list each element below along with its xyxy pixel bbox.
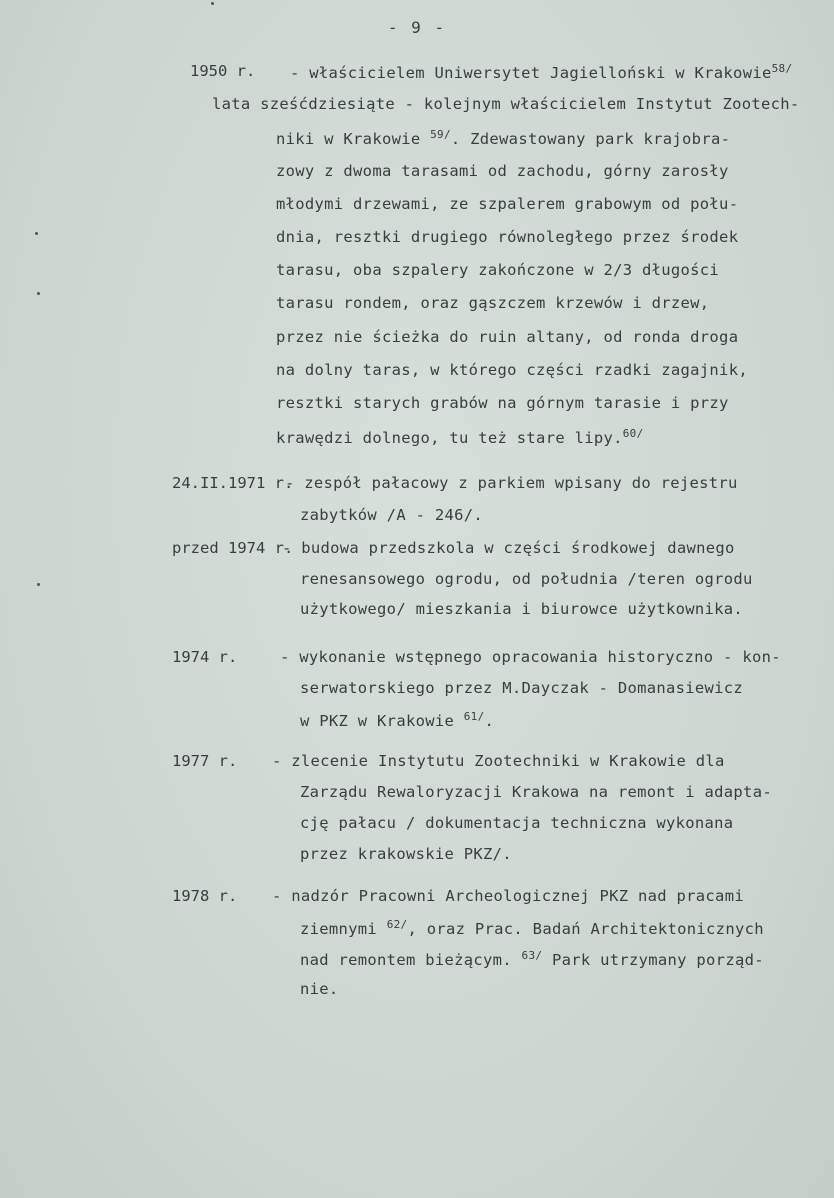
entry-text-line — [282, 539, 735, 557]
entry-text-line — [300, 980, 339, 998]
line-text-continued: . — [484, 712, 495, 730]
entry-text-line — [300, 949, 764, 969]
footnote-ref: 62/ — [386, 918, 408, 931]
line-text: lata sześćdziesiąte - kolejnym właścicielem Instytut Zootech- — [212, 95, 800, 114]
line-text: - zespół pałacowy z parkiem wpisany do rejestru — [285, 474, 738, 492]
entry-text-line — [300, 570, 753, 588]
footnote-ref: 60/ — [622, 427, 644, 441]
entry-text-line — [272, 752, 725, 770]
line-text: - zlecenie Instytutu Zootechniki w Krakowie dla — [272, 752, 725, 770]
entry-text-line — [276, 261, 719, 279]
entry-text-line — [212, 95, 800, 113]
page-number: - 9 - — [387, 18, 447, 37]
paper-speck — [37, 583, 40, 586]
entry-text-line — [276, 162, 729, 180]
line-text: na dolny taras, w którego części rzadki zagajnik, — [276, 360, 748, 379]
paper-speck — [35, 232, 38, 235]
line-text: zowy z dwoma tarasami od zachodu, górny zarosły — [276, 161, 729, 180]
entry-text-line — [276, 427, 644, 447]
entry-text-line — [276, 328, 738, 346]
line-text: cję pałacu / dokumentacja techniczna wykonana — [300, 814, 734, 832]
paper-speck — [37, 292, 40, 295]
entry-text-line — [276, 394, 729, 412]
entry-date: 1974 r. — [172, 648, 238, 666]
entry-text-line — [290, 62, 792, 82]
line-text: nie. — [300, 980, 339, 998]
line-text: - nadzór Pracowni Archeologicznej PKZ nad pracami — [272, 887, 744, 905]
line-text: zabytków /A - 246/. — [300, 506, 484, 524]
entry-text-line — [300, 710, 494, 730]
line-text: - właścicielem Uniwersytet Jagielloński w Krakowie — [290, 64, 772, 82]
entry-text-line — [300, 814, 733, 832]
line-text: serwatorskiego przez M.Dayczak - Domanasiewicz — [300, 679, 744, 697]
line-text: - budowa przedszkola w części środkowej dawnego — [282, 539, 735, 557]
entry-text-line — [300, 600, 743, 618]
line-text-continued: Park utrzymany porząd- — [542, 951, 764, 969]
entry-text-line — [276, 294, 709, 312]
line-text: dnia, resztki drugiego równoległego przez środek — [276, 228, 739, 246]
line-text: przez krakowskie PKZ/. — [300, 845, 512, 863]
entry-text-line — [300, 918, 764, 938]
entry-text-line — [276, 361, 748, 379]
line-text: nad remontem bieżącym. — [300, 951, 522, 969]
entry-text-line — [300, 679, 743, 697]
line-text: młodymi drzewami, ze szpalerem grabowym od połu- — [276, 194, 739, 213]
entry-text-line — [280, 648, 781, 666]
line-text: przez nie ścieżka do ruin altany, od ronda droga — [276, 327, 739, 346]
line-text: krawędzi dolnego, tu też stare lipy. — [276, 429, 623, 448]
entry-date: 1978 r. — [172, 887, 238, 905]
entry-date: 1977 r. — [172, 752, 238, 770]
entry-text-line — [300, 506, 483, 524]
line-text: w PKZ w Krakowie — [300, 712, 464, 730]
paper-speck — [211, 2, 214, 5]
footnote-ref: 63/ — [521, 949, 543, 962]
entry-date: 24.II.1971 r. — [172, 474, 294, 492]
footnote-ref: 58/ — [771, 62, 793, 75]
entry-text-line — [285, 474, 738, 492]
line-text: użytkowego/ mieszkania i biurowce użytkownika. — [300, 600, 744, 618]
line-text-continued: . Zdewastowany park krajobra- — [450, 130, 731, 149]
entry-text-line — [276, 128, 730, 148]
entry-text-line — [272, 887, 744, 905]
entry-text-line — [300, 783, 772, 801]
entry-text-line — [276, 195, 738, 213]
line-text: - wykonanie wstępnego opracowania historyczno - kon- — [280, 648, 781, 666]
line-text: tarasu rondem, oraz gąszczem krzewów i drzew, — [276, 294, 710, 313]
entry-date: przed 1974 r. — [172, 539, 294, 557]
entry-text-line — [300, 845, 512, 863]
line-text: ziemnymi — [300, 920, 387, 938]
line-text: tarasu, oba szpalery zakończone w 2/3 długości — [276, 261, 720, 280]
entry-date: 1950 r. — [190, 62, 256, 80]
line-text: niki w Krakowie — [276, 130, 431, 149]
line-text-continued: , oraz Prac. Badań Architektonicznych — [407, 920, 764, 938]
entry-text-line — [276, 228, 738, 246]
footnote-ref: 59/ — [430, 128, 451, 142]
footnote-ref: 61/ — [463, 710, 485, 723]
line-text: renesansowego ogrodu, od południa /teren ogrodu — [300, 569, 753, 588]
line-text: resztki starych grabów na górnym tarasie i przy — [276, 394, 729, 412]
line-text: Zarządu Rewaloryzacji Krakowa na remont i adapta- — [300, 783, 772, 801]
